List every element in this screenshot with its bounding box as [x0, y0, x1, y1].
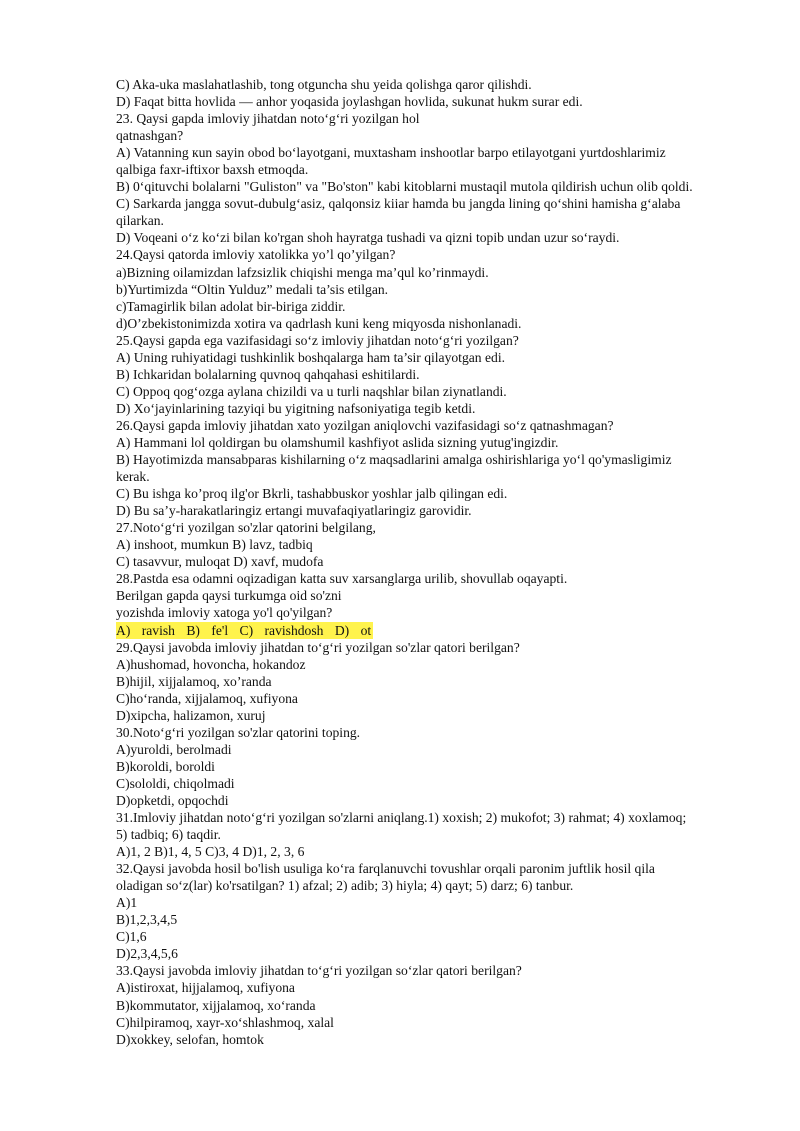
option-line: B) Hayotimizda mansabparas kishilarning o‘z maqsadlarini amalga oshirishlariga yo‘l qo'ymasligimiz: [116, 452, 672, 468]
question-26: 26.Qaysi gapda imloviy jihatdan xato yozilgan aniqlovchi vazifasidagi so‘z qatnashmagan?: [116, 417, 614, 433]
question-24: 24.Qaysi qatorda imloviy xatolikka yo’l qo’yilgan?: [116, 247, 396, 263]
option-line: D)xokkey, selofan, homtok: [116, 1031, 264, 1047]
option-line: A)hushomad, hovoncha, hokandoz: [116, 656, 306, 672]
question-23-cont: qatnashgan?: [116, 128, 184, 144]
option-line: C) Bu ishga ko’proq ilg'or Bkrli, tashabbuskor yoshlar jalb qilingan edi.: [116, 486, 508, 502]
option-line: A) inshoot, mumkun B) lavz, tadbiq: [116, 537, 313, 553]
option-line: D)opketdi, opqochdi: [116, 792, 229, 808]
question-27: 27.Noto‘g‘ri yozilgan so'zlar qatorini belgilang,: [116, 520, 376, 536]
option-line: C)hilpiramoq, xayr-xo‘shlashmoq, xalal: [116, 1014, 334, 1030]
option-line: b)Yurtimizda “Oltin Yulduz” medali ta’sis etilgan.: [116, 281, 389, 297]
option-line: B)koroldi, boroldi: [116, 758, 215, 774]
option-line: A)1, 2 B)1, 4, 5 C)3, 4 D)1, 2, 3, 6: [116, 844, 305, 860]
option-line: C) Sarkarda jangga sovut-dubulg‘asiz, qalqonsiz kiiar hamda bu jangda lining qo‘shini hamisha g‘alaba: [116, 196, 681, 212]
option-line-cont: qilarkan.: [116, 213, 164, 229]
option-line: D) Faqat bitta hovlida — anhor yoqasida joylashgan hovlida, sukunat hukm surar edi.: [116, 94, 583, 110]
question-31: 31.Imloviy jihatdan noto‘g‘ri yozilgan so'zlarni aniqlang.1) xoxish; 2) mukofot; 3) rahmat; 4) xoxlamoq;: [116, 810, 687, 826]
option-line-cont: qalbiga faxr-iftixor baxsh etmoqda.: [116, 162, 309, 178]
option-line: D)2,3,4,5,6: [116, 946, 178, 962]
option-line: D) Bu sa’y-harakatlaringiz ertangi muvafaqiyatlaringiz garovidir.: [116, 503, 472, 519]
option-line: A) Uning ruhiyatidagi tushkinlik boshqalarga ham ta’sir qilayotgan edi.: [116, 349, 505, 365]
option-line: B)1,2,3,4,5: [116, 912, 178, 928]
option-line: C) tasavvur, muloqat D) xavf, mudofa: [116, 554, 324, 570]
option-line: C)sololdi, chiqolmadi: [116, 775, 235, 791]
option-line: A)1: [116, 895, 138, 911]
option-line: C) Oppoq qog‘ozga aylana chizildi va u turli naqshlar bilan ziynatlandi.: [116, 383, 507, 399]
question-29: 29.Qaysi javobda imloviy jihatdan to‘g‘ri yozilgan so'zlar qatori berilgan?: [116, 639, 520, 655]
option-line: d)O’zbekistonimizda xotira va qadrlash kuni keng miqyosda nishonlanadi.: [116, 315, 522, 331]
option-line: A)istiroxat, hijjalamoq, xufiyona: [116, 980, 295, 996]
option-line: B) 0‘qituvchi bolalarni "Guliston" va "Bo'ston" kabi kitoblarni mustaqil mutola qildirish uchun olib qoldi.: [116, 179, 693, 195]
question-28-cont: Berilgan gapda qaysi turkumga oid so'zni: [116, 588, 342, 604]
option-line: B) Ichkaridan bolalarning quvnoq qahqahasi eshitilardi.: [116, 366, 420, 382]
option-line: B)hijil, xijjalamoq, xo’randa: [116, 673, 272, 689]
option-line: a)Bizning oilamizdan lafzsizlik chiqishi menga ma’qul ko’rinmaydi.: [116, 264, 489, 280]
question-32-cont: oladigan so‘z(lar) ko'rsatilgan? 1) afzal; 2) adib; 3) hiyla; 4) qayt; 5) darz; 6) tanbur.: [116, 878, 574, 894]
option-line: C)ho‘randa, xijjalamoq, xufiyona: [116, 690, 298, 706]
question-31-cont: 5) tadbiq; 6) taqdir.: [116, 827, 221, 843]
highlighted-answer-line: [116, 622, 746, 639]
question-25: 25.Qaysi gapda ega vazifasidagi so‘z imloviy jihatdan noto‘g‘ri yozilgan?: [116, 332, 519, 348]
question-28-cont: yozishda imloviy xatoga yo'l qo'yilgan?: [116, 605, 333, 621]
question-32: 32.Qaysi javobda hosil bo'lish usuliga ko‘ra farqlanuvchi tovushlar orqali paronim juftlik hosil qila: [116, 861, 655, 877]
question-30: 30.Noto‘g‘ri yozilgan so'zlar qatorini toping.: [116, 724, 361, 740]
question-23: 23. Qaysi gapda imloviy jihatdan noto‘g‘ri yozilgan hol: [116, 111, 420, 127]
question-33: 33.Qaysi javobda imloviy jihatdan to‘g‘ri yozilgan so‘zlar qatori berilgan?: [116, 963, 522, 979]
document-page: [116, 76, 746, 1048]
option-line: A) Vatanning кun sayin obod bo‘layotgani, muxtasham inshootlar barpo etilayotgani yurtdoshlarimiz: [116, 145, 666, 161]
highlighted-options: A) ravish B) fe'l C) ravishdosh D) ot: [116, 622, 372, 638]
option-line: A) Hammani lol qoldirgan bu olamshumil kashfiyot aslida sizning yutug'ingizdir.: [116, 434, 559, 450]
option-line: C) Aka-uka maslahatlashib, tong otguncha shu yeida qolishga qaror qilishdi.: [116, 77, 532, 92]
option-line: D)xipcha, halizamon, xuruj: [116, 707, 266, 723]
option-line: D) Voqeani o‘z ko‘zi bilan ko'rgan shoh hayratga tushadi va qizni topib undan uzur so‘raydi.: [116, 230, 620, 246]
option-line: C)1,6: [116, 929, 147, 945]
option-line: D) Xo‘jayinlarining tazyiqi bu yigitning nafsoniyatiga tegib ketdi.: [116, 400, 476, 416]
option-line: c)Tamagirlik bilan adolat bir-biriga ziddir.: [116, 298, 346, 314]
option-line: B)kommutator, xijjalamoq, xo‘randa: [116, 997, 316, 1013]
option-line-cont: kerak.: [116, 469, 150, 485]
option-line: A)yuroldi, berolmadi: [116, 741, 232, 757]
question-28: 28.Pastda esa odamni oqizadigan katta suv xarsanglarga urilib, shovullab oqayapti.: [116, 571, 568, 587]
